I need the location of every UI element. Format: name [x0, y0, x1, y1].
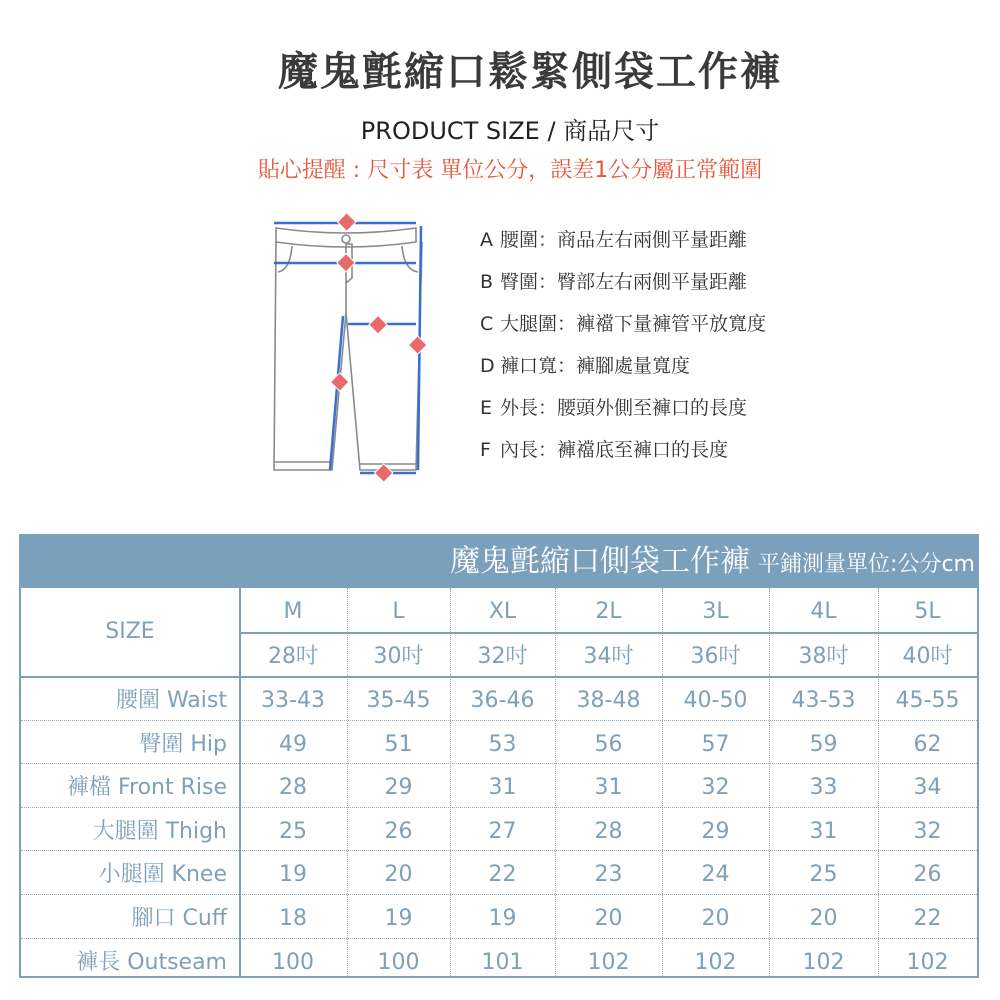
size-header: 5L: [914, 599, 941, 624]
table-cell: 53: [488, 731, 517, 757]
table-unit: 平鋪測量單位:公分cm: [758, 552, 975, 577]
table-cell: 32: [913, 818, 942, 844]
table-cell: 27: [488, 818, 517, 844]
table-cell: 18: [279, 906, 307, 931]
table-cell: 22: [488, 862, 517, 888]
table-cell: 19: [384, 906, 413, 931]
inch-header: 40吋: [902, 644, 953, 669]
inch-header: 30吋: [373, 644, 424, 669]
column-divider: [450, 588, 451, 976]
marker-f-icon: [331, 373, 349, 391]
table-cell: 26: [913, 862, 942, 888]
label-column-divider: [239, 588, 241, 976]
measurement-notice: 貼心提醒 : 尺寸表 單位公分，誤差1公分屬正常範圍: [257, 158, 763, 183]
table-cell: 59: [809, 731, 838, 757]
table-cell: 20: [809, 906, 838, 931]
table-cell: 22: [913, 906, 942, 931]
table-cell: 100: [377, 949, 420, 975]
table-cell: 45-55: [895, 688, 960, 713]
table-cell: 31: [809, 818, 838, 844]
row-label: 腰圍 Waist: [115, 688, 227, 713]
legend-item: E 外長：腰頭外側至褲口的長度: [480, 397, 748, 419]
size-header: L: [392, 599, 405, 624]
table-header: [21, 536, 977, 588]
table-cell: 20: [384, 862, 413, 888]
marker-a-icon: [338, 213, 356, 231]
legend-item: B 臀圍：臀部左右兩側平量距離: [480, 271, 748, 293]
table-cell: 102: [587, 949, 630, 975]
row-label: 腳口 Cuff: [131, 906, 227, 931]
inch-header: 34吋: [583, 644, 634, 669]
row-label: 褲長 Outseam: [76, 949, 227, 975]
table-cell: 28: [279, 775, 307, 801]
size-header: M: [283, 599, 303, 624]
table-cell: 51: [384, 731, 413, 757]
table-title: 魔鬼氈縮口側袋工作褲: [450, 544, 751, 579]
table-cell: 43-53: [791, 688, 856, 713]
table-cell: 102: [802, 949, 845, 975]
row-label: 小腿圍 Knee: [98, 862, 227, 888]
inch-header: 28吋: [268, 644, 318, 669]
table-cell: 38-48: [576, 688, 641, 713]
table-cell: 33-43: [261, 688, 325, 713]
table-cell: 101: [481, 949, 524, 975]
table-cell: 23: [594, 862, 623, 888]
marker-d-icon: [375, 464, 393, 482]
table-cell: 102: [694, 949, 737, 975]
table-cell: 49: [279, 731, 307, 757]
table-cell: 34: [913, 775, 942, 801]
table-cell: 62: [913, 731, 942, 757]
table-cell: 29: [701, 818, 730, 844]
column-divider: [769, 588, 770, 976]
column-divider: [347, 588, 348, 976]
size-table: [19, 534, 979, 978]
table-cell: 31: [594, 775, 623, 801]
table-cell: 32: [701, 775, 730, 801]
row-label: 大腿圍 Thigh: [92, 818, 227, 844]
table-cell: 40-50: [683, 688, 748, 713]
inch-header: 32吋: [477, 644, 528, 669]
table-cell: 33: [809, 775, 838, 801]
row-label: 褲檔 Front Rise: [66, 775, 227, 801]
table-cell: 25: [279, 818, 307, 844]
table-cell: 29: [384, 775, 413, 801]
inch-header: 36吋: [690, 644, 741, 669]
size-label: SIZE: [105, 619, 155, 644]
table-cell: 20: [594, 906, 623, 931]
legend-item: C 大腿圍：褲襠下量褲管平放寬度: [480, 313, 767, 335]
table-cell: 36-46: [470, 688, 535, 713]
size-header: 3L: [702, 599, 729, 624]
inch-header: 38吋: [798, 644, 849, 669]
legend-item: A 腰圍：商品左右兩側平量距離: [480, 229, 748, 251]
table-cell: 20: [701, 906, 730, 931]
table-cell: 31: [488, 775, 517, 801]
measurement-legend: [480, 224, 766, 476]
column-divider: [555, 588, 556, 976]
marker-c-icon: [369, 316, 387, 334]
legend-item: D 褲口寬：褲腳處量寬度: [480, 355, 691, 377]
size-inch-divider: [239, 632, 977, 634]
row-label: 臀圍 Hip: [139, 731, 227, 757]
size-header: XL: [488, 599, 517, 624]
column-divider: [662, 588, 663, 976]
page-title: 魔鬼氈縮口鬆緊側袋工作褲: [278, 49, 782, 95]
legend-item: F 內長：褲襠底至褲口的長度: [480, 439, 729, 461]
table-cell: 19: [488, 906, 517, 931]
product-size-subtitle: PRODUCT SIZE / 商品尺寸: [360, 117, 660, 145]
column-divider: [878, 588, 879, 976]
table-cell: 57: [701, 731, 730, 757]
table-cell: 24: [701, 862, 730, 888]
table-cell: 28: [594, 818, 623, 844]
size-header: 2L: [595, 599, 622, 624]
marker-e-icon: [409, 336, 427, 354]
pants-measurement-diagram: [266, 208, 436, 488]
header-divider: [21, 676, 977, 678]
size-header: 4L: [810, 599, 837, 624]
table-cell: 56: [594, 731, 623, 757]
table-cell: 19: [279, 862, 307, 888]
table-cell: 100: [272, 949, 314, 975]
table-cell: 102: [906, 949, 949, 975]
table-cell: 26: [384, 818, 413, 844]
table-cell: 35-45: [366, 688, 431, 713]
table-cell: 25: [809, 862, 838, 888]
